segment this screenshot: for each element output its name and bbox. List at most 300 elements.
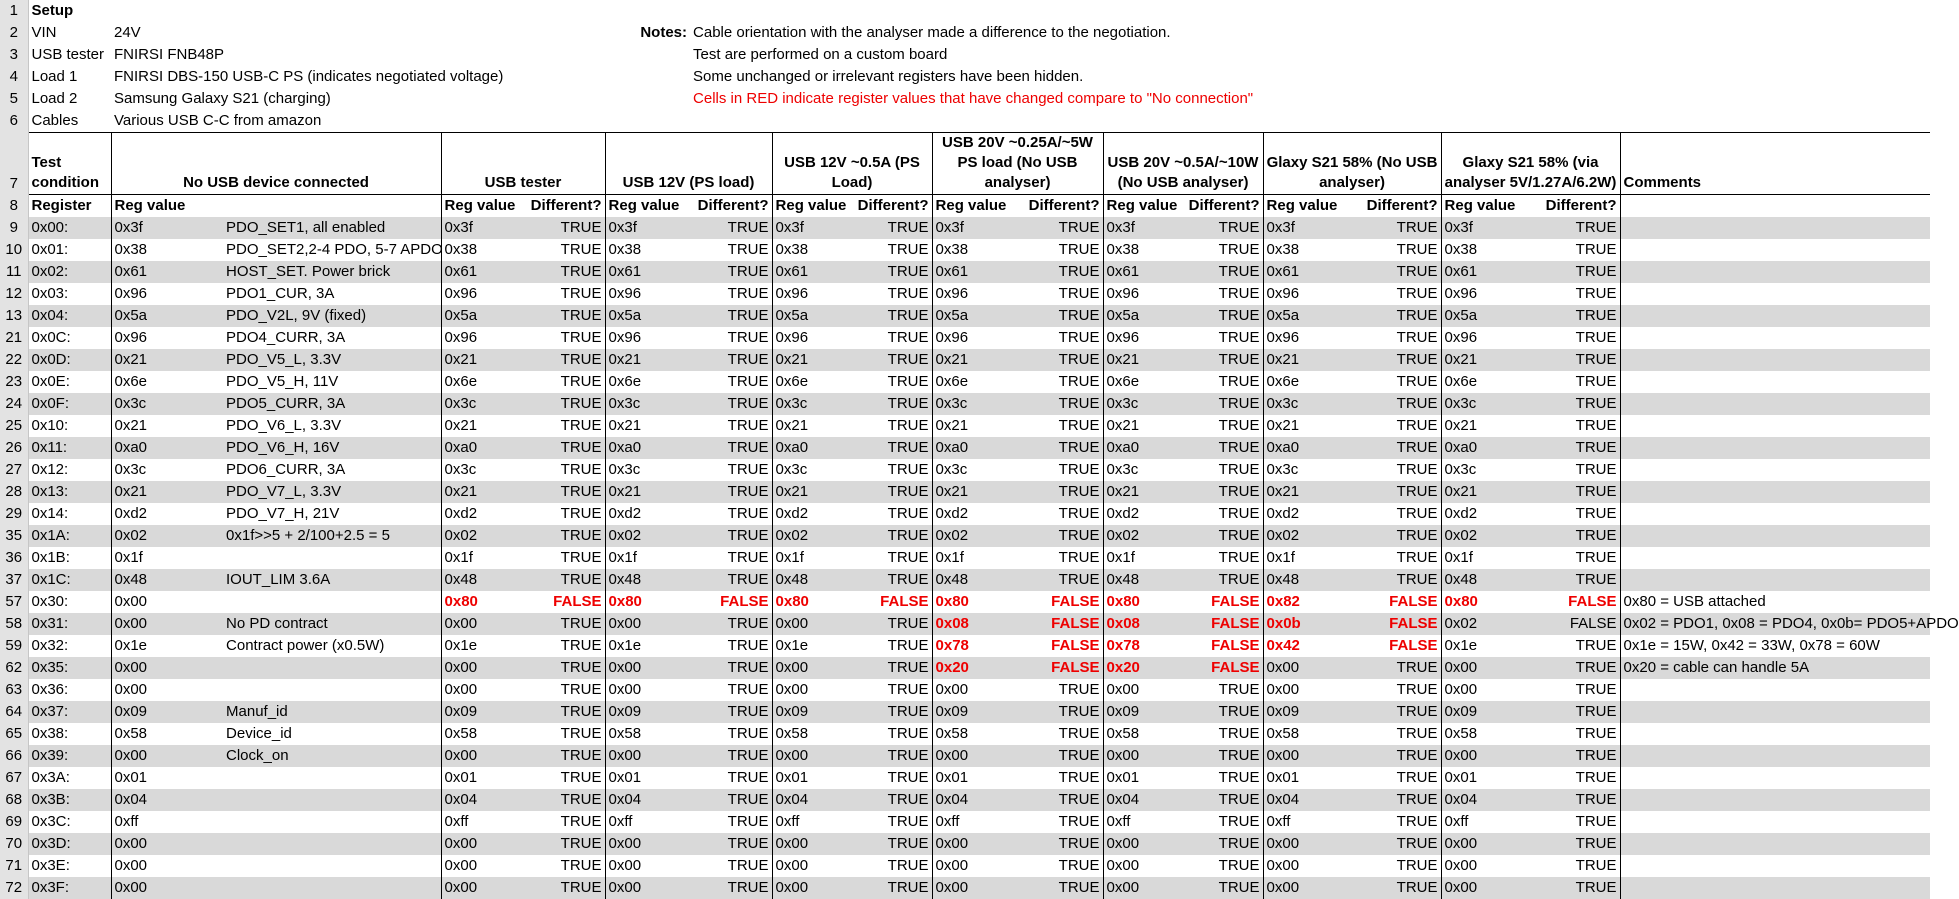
reg-value-cell[interactable]: 0x00 (605, 657, 690, 679)
cell[interactable] (605, 0, 690, 22)
different-cell[interactable]: TRUE (1396, 549, 1438, 566)
cell[interactable] (1103, 0, 1180, 22)
description-cell[interactable]: 0x1f>>5 + 2/100+2.5 = 5 (223, 525, 441, 547)
register-cell[interactable]: 0x00: (28, 217, 111, 239)
different-cell[interactable]: TRUE (1396, 373, 1438, 390)
reg-value-cell[interactable]: 0x20 (1103, 657, 1180, 679)
reg-value-cell[interactable]: 0xff (605, 811, 690, 833)
reg-value-cell[interactable]: 0xd2 (772, 503, 852, 525)
different-cell[interactable]: TRUE (1180, 701, 1263, 723)
different-cell[interactable]: TRUE (690, 877, 772, 899)
reg-value-cell[interactable]: 0x5a (932, 305, 1014, 327)
regvalue-header[interactable]: Reg value (1263, 195, 1350, 218)
description-cell[interactable]: PDO_V6_L, 3.3V (226, 417, 342, 434)
comment-cell[interactable]: 0x02 = PDO1, 0x08 = PDO4, 0x0b= PDO5+APDO (1620, 613, 1930, 635)
cell[interactable] (1103, 66, 1180, 88)
reg-value-cell[interactable]: 0x1e (772, 635, 852, 657)
different-cell[interactable]: TRUE (852, 393, 932, 415)
reg-value-cell[interactable]: 0x96 (1263, 283, 1350, 305)
cell[interactable] (852, 0, 932, 22)
row-header[interactable]: 65 (0, 723, 28, 745)
base-value-cell[interactable]: 0x02 (111, 525, 223, 547)
different-cell[interactable]: TRUE (1218, 505, 1260, 522)
row-header[interactable]: 23 (0, 371, 28, 393)
reg-value-cell[interactable]: 0x04 (1441, 789, 1532, 811)
different-cell[interactable]: TRUE (1350, 833, 1441, 855)
reg-value-cell[interactable]: 0x00 (1263, 745, 1350, 767)
different-header[interactable]: Different? (852, 195, 932, 218)
row-header[interactable]: 24 (0, 393, 28, 415)
different-cell[interactable]: TRUE (690, 789, 772, 811)
different-cell[interactable]: TRUE (1058, 505, 1100, 522)
description-cell[interactable] (223, 767, 441, 789)
different-cell[interactable]: TRUE (1014, 349, 1103, 371)
different-cell[interactable]: TRUE (523, 833, 605, 855)
reg-value-cell[interactable]: 0x00 (1441, 679, 1532, 701)
reg-value-cell[interactable]: 0x38 (1263, 239, 1350, 261)
different-cell[interactable]: TRUE (523, 305, 605, 327)
different-cell[interactable]: TRUE (1180, 745, 1263, 767)
reg-value-cell[interactable]: 0x09 (441, 701, 523, 723)
reg-value-cell[interactable]: 0x96 (932, 327, 1014, 349)
comment-cell[interactable] (1620, 393, 1930, 415)
reg-value-cell[interactable]: 0x00 (441, 745, 523, 767)
different-cell[interactable]: TRUE (560, 417, 602, 434)
reg-value-cell[interactable]: 0x58 (605, 723, 690, 745)
different-cell[interactable]: TRUE (1058, 769, 1100, 786)
description-cell[interactable]: Device_id (226, 725, 292, 742)
reg-value-cell[interactable]: 0x38 (441, 239, 523, 261)
different-cell[interactable]: TRUE (1058, 461, 1100, 478)
different-cell[interactable]: TRUE (523, 613, 605, 635)
reg-value-cell[interactable]: 0x3c (772, 459, 852, 481)
reg-value-cell[interactable]: 0x00 (772, 657, 852, 679)
reg-value-cell[interactable]: 0x96 (605, 327, 690, 349)
base-value-cell[interactable]: 0x00 (111, 679, 223, 701)
cell[interactable] (1532, 0, 1620, 22)
different-cell[interactable]: TRUE (1350, 701, 1441, 723)
cell[interactable] (523, 88, 605, 110)
cell[interactable] (1532, 22, 1620, 44)
reg-value-cell[interactable]: 0x3c (441, 459, 523, 481)
reg-value-cell[interactable]: 0x42 (1263, 635, 1350, 657)
reg-value-cell[interactable]: 0x21 (1263, 349, 1350, 371)
different-cell[interactable]: TRUE (852, 481, 932, 503)
different-cell[interactable]: TRUE (1014, 437, 1103, 459)
comment-cell[interactable] (1620, 745, 1930, 767)
row-header[interactable]: 69 (0, 811, 28, 833)
reg-value-cell[interactable]: 0x00 (1441, 877, 1532, 899)
condition-header[interactable]: USB 12V (PS load) (605, 133, 772, 195)
condition-header[interactable]: USB tester (441, 133, 605, 195)
different-cell[interactable]: TRUE (560, 285, 602, 302)
reg-value-cell[interactable]: 0x6e (932, 371, 1014, 393)
reg-value-cell[interactable]: 0x96 (1441, 327, 1532, 349)
cell[interactable] (1620, 110, 1930, 133)
comment-cell[interactable] (1620, 679, 1930, 701)
row-header[interactable]: 5 (0, 88, 28, 110)
reg-value-cell[interactable]: 0x00 (932, 745, 1014, 767)
different-cell[interactable]: TRUE (1575, 505, 1617, 522)
base-value-cell[interactable]: 0xd2 (111, 503, 223, 525)
description-cell[interactable]: IOUT_LIM 3.6A (223, 569, 441, 591)
different-cell[interactable]: FALSE (1014, 613, 1103, 635)
reg-value-cell[interactable]: 0x01 (441, 767, 523, 789)
different-cell[interactable]: TRUE (1575, 461, 1617, 478)
different-cell[interactable]: TRUE (1575, 417, 1617, 434)
reg-value-cell[interactable]: 0x48 (1441, 569, 1532, 591)
row-header[interactable]: 25 (0, 415, 28, 437)
comment-cell[interactable] (1620, 261, 1930, 283)
different-cell[interactable]: FALSE (880, 593, 929, 610)
condition-header[interactable]: USB 12V ~0.5A (PS Load) (772, 133, 932, 195)
reg-value-cell[interactable]: 0x00 (932, 833, 1014, 855)
cell[interactable] (605, 44, 690, 66)
comment-cell[interactable] (1620, 371, 1930, 393)
different-cell[interactable]: TRUE (887, 549, 929, 566)
reg-value-cell[interactable]: 0x01 (605, 767, 690, 789)
comment-cell[interactable] (1620, 811, 1930, 833)
register-cell[interactable]: 0x3E: (31, 857, 70, 874)
different-cell[interactable]: TRUE (560, 505, 602, 522)
reg-value-cell[interactable]: 0x6e (1103, 371, 1180, 393)
different-cell[interactable]: TRUE (1575, 329, 1617, 346)
different-cell[interactable]: TRUE (852, 701, 932, 723)
description-cell[interactable]: PDO_SET1, all enabled (223, 217, 441, 239)
reg-value-cell[interactable]: 0x21 (772, 481, 852, 503)
register-cell[interactable]: 0x0F: (28, 393, 111, 415)
different-cell[interactable]: TRUE (1532, 789, 1620, 811)
comment-cell[interactable] (1620, 459, 1930, 481)
reg-value-cell[interactable]: 0x58 (932, 723, 1014, 745)
different-cell[interactable]: TRUE (523, 525, 605, 547)
description-cell[interactable] (223, 811, 441, 833)
reg-value-cell[interactable]: 0x1f (932, 547, 1014, 569)
setup-label[interactable]: Cables (31, 112, 79, 129)
different-cell[interactable]: TRUE (1014, 789, 1103, 811)
setup-value[interactable]: Various USB C-C from amazon (114, 112, 322, 129)
reg-value-cell[interactable]: 0x02 (1441, 525, 1532, 547)
row-header[interactable]: 57 (0, 591, 28, 613)
different-cell[interactable]: TRUE (1180, 569, 1263, 591)
different-cell[interactable]: TRUE (1350, 437, 1441, 459)
cell[interactable] (1532, 44, 1620, 66)
cell[interactable] (1350, 88, 1441, 110)
description-cell[interactable]: Clock_on (223, 745, 441, 767)
different-cell[interactable]: TRUE (1058, 329, 1100, 346)
register-cell[interactable]: 0x3C: (31, 813, 71, 830)
different-cell[interactable]: TRUE (560, 461, 602, 478)
reg-value-cell[interactable]: 0x02 (605, 525, 690, 547)
reg-value-cell[interactable]: 0x61 (441, 261, 523, 283)
different-cell[interactable]: TRUE (523, 393, 605, 415)
different-cell[interactable]: TRUE (560, 725, 602, 742)
different-cell[interactable]: TRUE (727, 241, 769, 258)
reg-value-cell[interactable]: 0x48 (605, 569, 690, 591)
different-cell[interactable]: TRUE (887, 637, 929, 654)
different-cell[interactable]: TRUE (727, 417, 769, 434)
cell[interactable] (1441, 110, 1532, 133)
comment-cell[interactable] (1620, 239, 1930, 261)
cell[interactable] (1180, 22, 1263, 44)
base-value-cell[interactable]: 0x00 (111, 855, 223, 877)
different-cell[interactable]: TRUE (1532, 481, 1620, 503)
reg-value-cell[interactable]: 0x00 (441, 679, 523, 701)
different-cell[interactable]: TRUE (1396, 857, 1438, 874)
different-cell[interactable]: TRUE (852, 261, 932, 283)
different-cell[interactable]: TRUE (1575, 769, 1617, 786)
different-cell[interactable]: TRUE (1350, 569, 1441, 591)
reg-value-cell[interactable]: 0x3c (1441, 459, 1532, 481)
reg-value-cell[interactable]: 0x3f (1103, 217, 1180, 239)
reg-value-cell[interactable]: 0xa0 (441, 437, 523, 459)
reg-value-cell[interactable]: 0x00 (1263, 855, 1350, 877)
cell[interactable] (932, 110, 1014, 133)
base-value-cell[interactable]: 0xa0 (111, 437, 223, 459)
different-cell[interactable]: TRUE (560, 329, 602, 346)
row-header[interactable]: 68 (0, 789, 28, 811)
base-value-cell[interactable]: 0x96 (111, 327, 223, 349)
reg-value-cell[interactable]: 0x61 (1103, 261, 1180, 283)
description-cell[interactable]: PDO1_CUR, 3A (226, 285, 335, 302)
cell[interactable] (523, 66, 605, 88)
different-cell[interactable]: TRUE (1575, 549, 1617, 566)
cell[interactable] (1441, 44, 1532, 66)
reg-value-cell[interactable]: 0x02 (1263, 525, 1350, 547)
reg-value-cell[interactable]: 0x1f (605, 547, 690, 569)
different-cell[interactable]: TRUE (852, 877, 932, 899)
reg-value-cell[interactable]: 0x21 (932, 481, 1014, 503)
cell[interactable] (1014, 0, 1103, 22)
base-value-cell[interactable]: 0x00 (111, 833, 223, 855)
reg-value-cell[interactable]: 0x3c (932, 459, 1014, 481)
reg-value-cell[interactable]: 0x3c (1103, 459, 1180, 481)
description-cell[interactable] (223, 591, 441, 613)
different-cell[interactable]: FALSE (1568, 593, 1617, 610)
different-header[interactable]: Different? (1180, 195, 1263, 218)
reg-value-cell[interactable]: 0x1f (1103, 547, 1180, 569)
different-cell[interactable]: TRUE (690, 481, 772, 503)
comment-cell[interactable] (1620, 437, 1930, 459)
cell[interactable] (932, 0, 1014, 22)
reg-value-cell[interactable]: 0x20 (932, 657, 1014, 679)
different-cell[interactable]: TRUE (1575, 241, 1617, 258)
reg-value-cell[interactable]: 0x48 (1263, 569, 1350, 591)
reg-value-cell[interactable]: 0x61 (1441, 261, 1532, 283)
row-header[interactable]: 62 (0, 657, 28, 679)
reg-value-cell[interactable]: 0x48 (1103, 569, 1180, 591)
reg-value-cell[interactable]: 0x61 (932, 261, 1014, 283)
different-cell[interactable]: TRUE (690, 305, 772, 327)
different-cell[interactable]: TRUE (690, 217, 772, 239)
reg-value-cell[interactable]: 0x00 (1103, 745, 1180, 767)
reg-value-cell[interactable]: 0x3c (605, 393, 690, 415)
reg-value-cell[interactable]: 0x00 (772, 855, 852, 877)
base-value-cell[interactable]: 0x00 (111, 745, 223, 767)
cell[interactable] (1441, 66, 1532, 88)
row-header[interactable]: 29 (0, 503, 28, 525)
reg-value-cell[interactable]: 0xff (1441, 811, 1532, 833)
different-header[interactable]: Different? (690, 195, 772, 218)
reg-value-cell[interactable]: 0x00 (772, 613, 852, 635)
reg-value-cell[interactable]: 0x48 (441, 569, 523, 591)
row-header[interactable]: 22 (0, 349, 28, 371)
cell[interactable] (1180, 66, 1263, 88)
reg-value-cell[interactable]: 0x1e (605, 635, 690, 657)
different-cell[interactable]: TRUE (1350, 349, 1441, 371)
different-cell[interactable]: FALSE (1211, 637, 1260, 654)
register-cell[interactable]: 0x3D: (28, 833, 111, 855)
comment-cell[interactable]: 0x20 = cable can handle 5A (1620, 657, 1930, 679)
different-cell[interactable]: TRUE (1218, 813, 1260, 830)
comment-cell[interactable] (1620, 877, 1930, 899)
register-cell[interactable]: 0x01: (31, 241, 69, 258)
description-cell[interactable]: PDO_V6_H, 16V (223, 437, 441, 459)
reg-value-cell[interactable]: 0x96 (772, 327, 852, 349)
different-cell[interactable]: TRUE (852, 437, 932, 459)
reg-value-cell[interactable]: 0xff (1103, 811, 1180, 833)
different-cell[interactable]: TRUE (690, 657, 772, 679)
reg-value-cell[interactable]: 0x80 (772, 591, 852, 613)
row-header[interactable]: 58 (0, 613, 28, 635)
regvalue-header[interactable]: Reg value (1103, 195, 1180, 218)
reg-value-cell[interactable]: 0x21 (605, 415, 690, 437)
different-cell[interactable]: FALSE (1350, 613, 1441, 635)
no-usb-header[interactable]: No USB device connected (111, 133, 441, 195)
reg-value-cell[interactable]: 0x82 (1263, 591, 1350, 613)
different-cell[interactable]: TRUE (1532, 569, 1620, 591)
reg-value-cell[interactable]: 0xa0 (605, 437, 690, 459)
description-cell[interactable]: PDO_SET2,2-4 PDO, 5-7 APDO (226, 241, 443, 258)
reg-value-cell[interactable]: 0x58 (1103, 723, 1180, 745)
reg-value-cell[interactable]: 0x96 (1103, 283, 1180, 305)
regvalue-header[interactable]: Reg value (111, 195, 441, 218)
reg-value-cell[interactable]: 0x00 (441, 855, 523, 877)
reg-value-cell[interactable]: 0x80 (932, 591, 1014, 613)
different-cell[interactable]: TRUE (727, 505, 769, 522)
comment-cell[interactable]: 0x80 = USB attached (1620, 591, 1930, 613)
different-cell[interactable]: TRUE (852, 217, 932, 239)
description-cell[interactable]: PDO5_CURR, 3A (223, 393, 441, 415)
different-cell[interactable]: TRUE (1532, 261, 1620, 283)
different-cell[interactable]: TRUE (560, 241, 602, 258)
reg-value-cell[interactable]: 0x6e (772, 371, 852, 393)
different-cell[interactable]: TRUE (690, 525, 772, 547)
different-cell[interactable]: TRUE (887, 813, 929, 830)
regvalue-header[interactable]: Reg value (441, 195, 523, 218)
cell[interactable] (1263, 66, 1350, 88)
cell[interactable] (772, 0, 852, 22)
different-cell[interactable]: TRUE (560, 857, 602, 874)
comment-cell[interactable] (1620, 833, 1930, 855)
different-cell[interactable]: TRUE (1014, 701, 1103, 723)
row-header[interactable]: 72 (0, 877, 28, 899)
different-cell[interactable]: TRUE (1350, 745, 1441, 767)
register-cell[interactable]: 0x0C: (31, 329, 71, 346)
reg-value-cell[interactable]: 0x00 (441, 657, 523, 679)
cell[interactable] (1263, 22, 1350, 44)
reg-value-cell[interactable]: 0xd2 (1441, 503, 1532, 525)
reg-value-cell[interactable]: 0x96 (441, 283, 523, 305)
row-header[interactable]: 2 (0, 22, 28, 44)
different-cell[interactable]: TRUE (1058, 549, 1100, 566)
reg-value-cell[interactable]: 0x08 (1103, 613, 1180, 635)
row-header[interactable]: 59 (0, 635, 28, 657)
different-cell[interactable]: TRUE (690, 437, 772, 459)
row-header[interactable]: 3 (0, 44, 28, 66)
different-cell[interactable]: TRUE (690, 745, 772, 767)
different-cell[interactable]: TRUE (1180, 877, 1263, 899)
row-header[interactable]: 26 (0, 437, 28, 459)
reg-value-cell[interactable]: 0x04 (605, 789, 690, 811)
row-header[interactable]: 71 (0, 855, 28, 877)
different-cell[interactable]: TRUE (1218, 241, 1260, 258)
different-cell[interactable]: TRUE (1014, 481, 1103, 503)
row-header[interactable]: 21 (0, 327, 28, 349)
cell[interactable] (1620, 44, 1930, 66)
different-cell[interactable]: TRUE (523, 569, 605, 591)
description-cell[interactable]: PDO4_CURR, 3A (226, 329, 346, 346)
different-cell[interactable]: TRUE (852, 305, 932, 327)
reg-value-cell[interactable]: 0x21 (605, 349, 690, 371)
register-cell[interactable]: 0x0E: (31, 373, 70, 390)
reg-value-cell[interactable]: 0xa0 (932, 437, 1014, 459)
different-cell[interactable]: TRUE (887, 417, 929, 434)
different-cell[interactable]: TRUE (1218, 417, 1260, 434)
different-cell[interactable]: TRUE (690, 261, 772, 283)
reg-value-cell[interactable]: 0xff (772, 811, 852, 833)
different-cell[interactable]: TRUE (523, 877, 605, 899)
setup-label[interactable]: Load 1 (31, 68, 78, 85)
reg-value-cell[interactable]: 0x09 (1263, 701, 1350, 723)
setup-label[interactable]: USB tester (31, 46, 105, 63)
different-cell[interactable]: TRUE (1180, 261, 1263, 283)
cell[interactable] (690, 0, 772, 22)
register-cell[interactable]: 0x1C: (28, 569, 111, 591)
different-cell[interactable]: TRUE (1532, 217, 1620, 239)
reg-value-cell[interactable]: 0x21 (772, 349, 852, 371)
description-cell[interactable]: PDO_V5_H, 11V (226, 373, 339, 390)
cell[interactable] (772, 110, 852, 133)
different-cell[interactable]: TRUE (852, 657, 932, 679)
setup-value[interactable]: Samsung Galaxy S21 (charging) (114, 90, 331, 107)
different-cell[interactable]: TRUE (1218, 857, 1260, 874)
different-cell[interactable]: TRUE (523, 349, 605, 371)
different-cell[interactable]: TRUE (523, 745, 605, 767)
different-cell[interactable]: TRUE (1350, 393, 1441, 415)
different-cell[interactable]: TRUE (1014, 525, 1103, 547)
different-cell[interactable]: TRUE (852, 833, 932, 855)
different-cell[interactable]: TRUE (1058, 373, 1100, 390)
comment-cell[interactable] (1620, 701, 1930, 723)
different-cell[interactable]: TRUE (523, 217, 605, 239)
different-cell[interactable]: TRUE (1532, 833, 1620, 855)
comment-cell[interactable] (1620, 569, 1930, 591)
regvalue-header[interactable]: Reg value (772, 195, 852, 218)
reg-value-cell[interactable]: 0x00 (441, 613, 523, 635)
reg-value-cell[interactable]: 0x5a (1263, 305, 1350, 327)
different-cell[interactable]: TRUE (887, 681, 929, 698)
different-cell[interactable]: TRUE (1575, 813, 1617, 830)
reg-value-cell[interactable]: 0x5a (441, 305, 523, 327)
different-cell[interactable]: TRUE (1350, 657, 1441, 679)
different-cell[interactable]: TRUE (1014, 569, 1103, 591)
setup-value[interactable]: FNIRSI DBS-150 USB-C PS (indicates negotiated voltage) (114, 68, 504, 85)
different-cell[interactable]: TRUE (1218, 285, 1260, 302)
different-cell[interactable]: TRUE (727, 461, 769, 478)
reg-value-cell[interactable]: 0xd2 (932, 503, 1014, 525)
different-cell[interactable]: TRUE (1396, 681, 1438, 698)
